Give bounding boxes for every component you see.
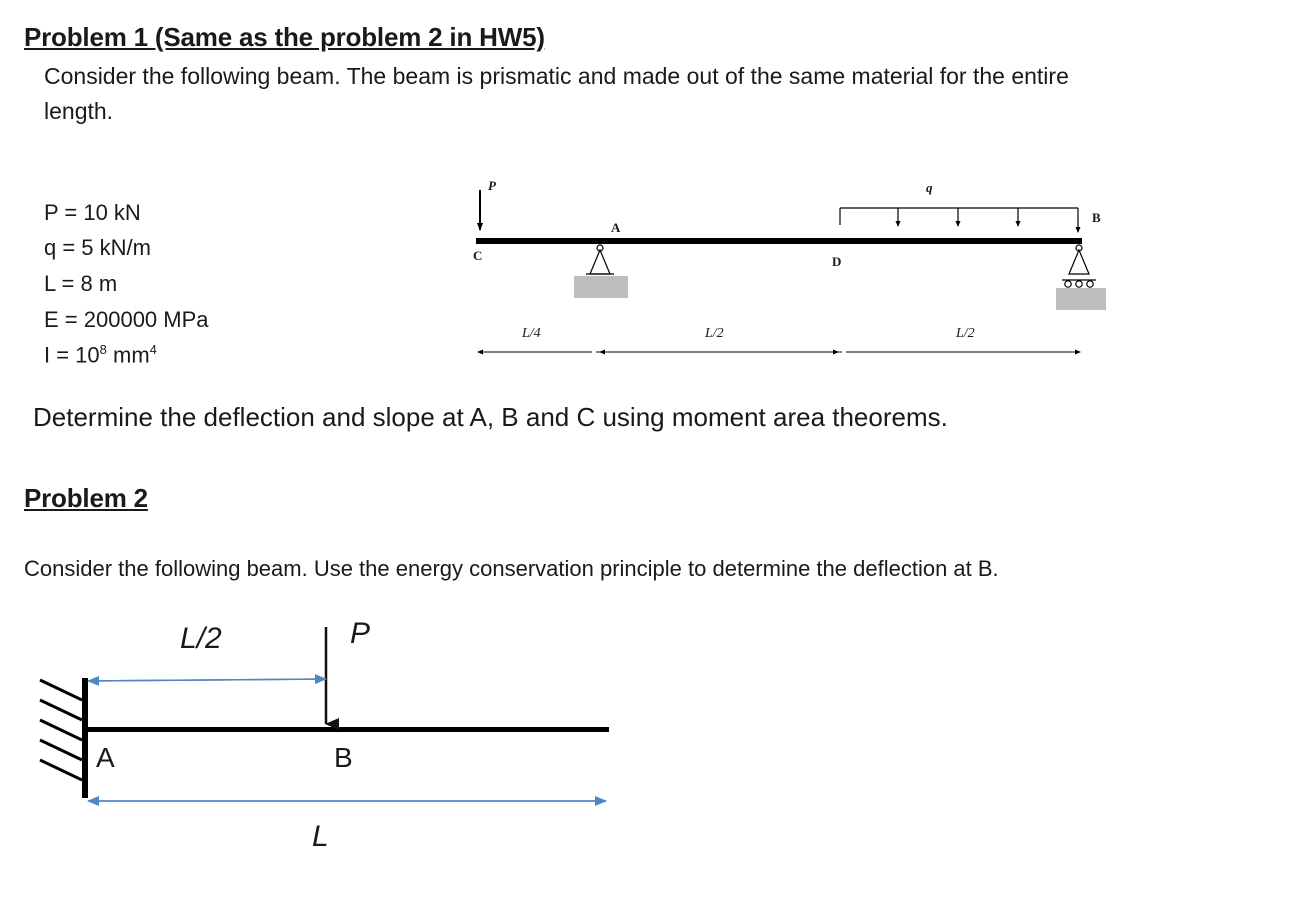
problem2-beam-diagram — [40, 627, 609, 801]
param-L: L = 8 m — [44, 271, 118, 296]
problem2-description: Consider the following beam. Use the energy conservation principle to determine the deflection at B. — [24, 556, 999, 581]
label-point-A2: A — [96, 742, 115, 773]
problem2-heading: Problem 2 — [24, 483, 148, 513]
label-dim-half-2: L/2 — [956, 326, 975, 341]
wall-hatching — [40, 680, 82, 780]
beam-1 — [476, 238, 1082, 244]
fixed-wall — [82, 678, 88, 798]
problem1-heading: Problem 1 (Same as the problem 2 in HW5) — [24, 22, 545, 52]
roller-support-B — [1056, 245, 1106, 310]
distributed-load-q — [840, 208, 1078, 232]
pin-support-A — [574, 245, 628, 298]
label-point-B: B — [1092, 210, 1101, 225]
problem1-task: Determine the deflection and slope at A, B and C using moment area theorems. — [33, 402, 948, 432]
label-point-D: D — [832, 254, 842, 269]
label-point-A: A — [611, 220, 621, 235]
param-P: P = 10 kN — [44, 200, 141, 225]
param-I-prefix: I = 10 — [44, 342, 100, 368]
problem1-description-line2: length. — [44, 98, 114, 124]
label-dim-quarter: L/4 — [522, 326, 541, 341]
label-load-q: q — [926, 180, 933, 195]
label-point-C: C — [473, 248, 483, 263]
label-dim-half-1: L/2 — [705, 326, 724, 341]
param-I-exponent: 8 — [99, 342, 107, 357]
beam-2 — [86, 727, 609, 732]
label-half-length: L/2 — [180, 622, 222, 655]
param-E: E = 200000 MPa — [44, 307, 209, 332]
label-length: L — [312, 820, 329, 853]
param-q: q = 5 kN/m — [44, 235, 151, 260]
problem1-description-line1: Consider the following beam. The beam is prismatic and made out of the same material for the entire — [44, 63, 1069, 89]
param-I-unit-exponent: 4 — [149, 342, 157, 357]
param-I-unit: mm — [106, 342, 150, 368]
label-point-B2: B — [334, 742, 353, 773]
dimension-half-length-end — [90, 679, 326, 681]
label-load-P2: P — [350, 617, 371, 650]
label-load-P: P — [488, 178, 496, 193]
